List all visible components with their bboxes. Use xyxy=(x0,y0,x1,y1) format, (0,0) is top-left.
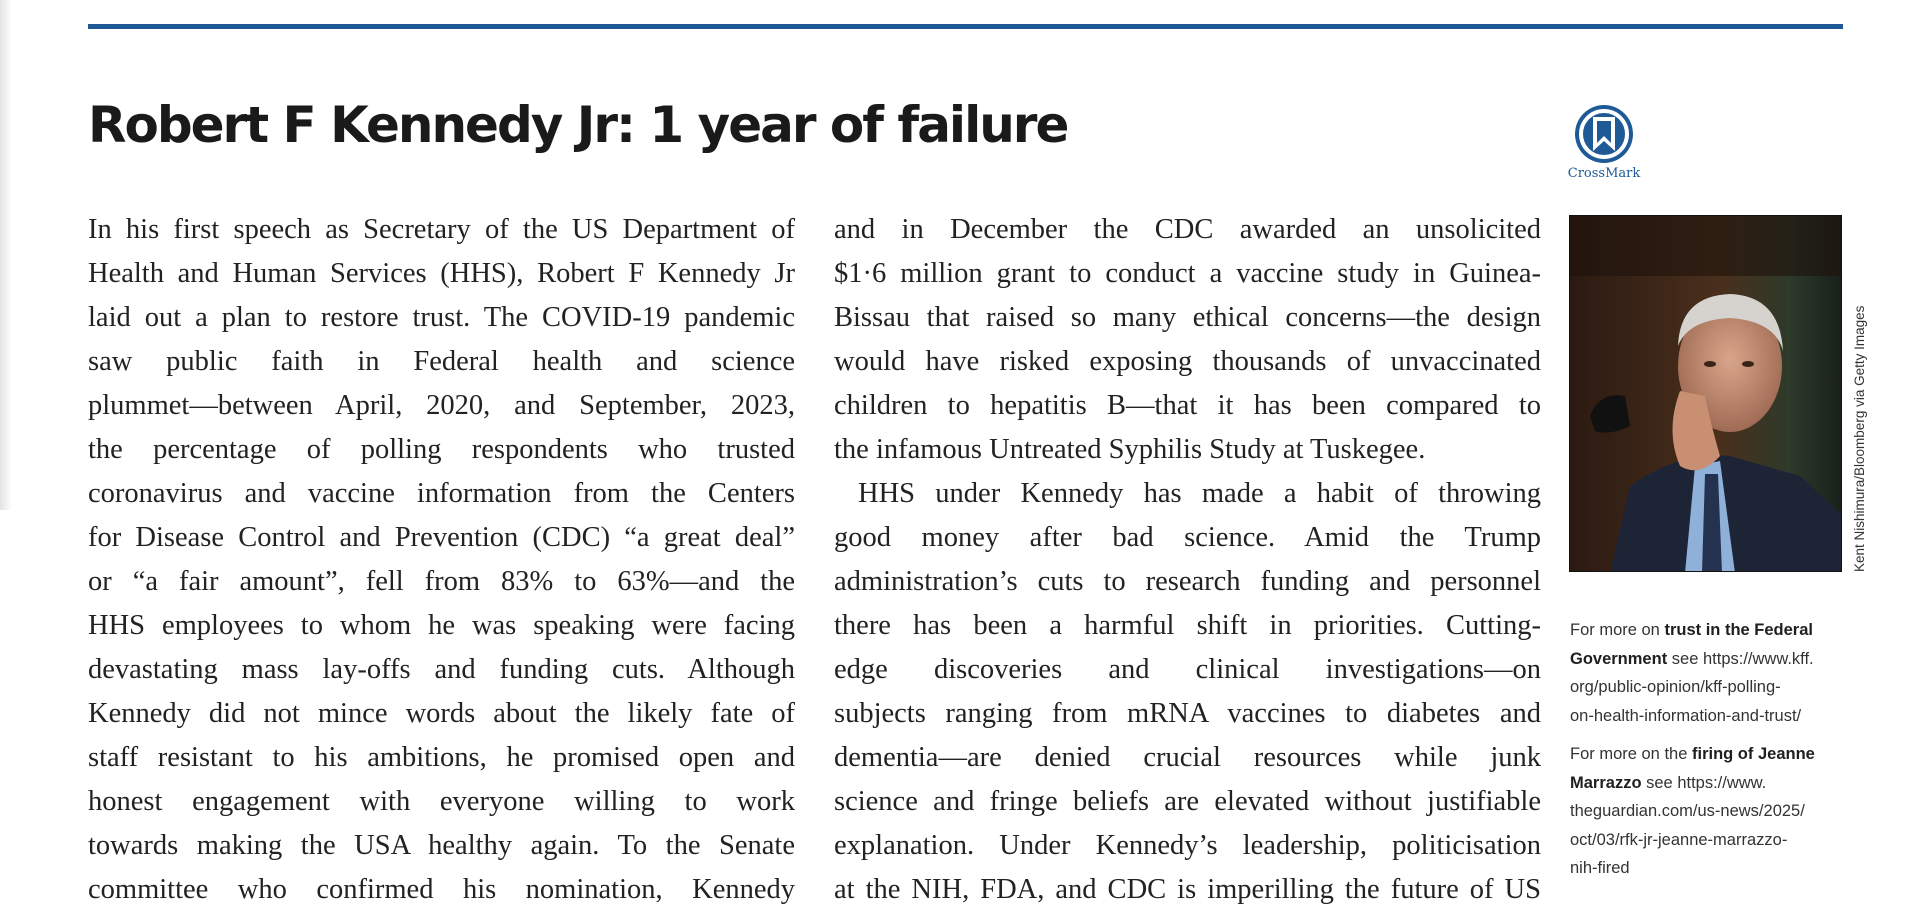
text-line: In his first speech as Secretary of the US Department of xyxy=(88,214,795,245)
article-photo xyxy=(1569,215,1842,572)
text-line: laid out a plan to restore trust. The COVID-19 pandemic xyxy=(88,302,795,333)
photo-credit: Kent Nishimura/Bloomberg via Getty Images xyxy=(1852,305,1867,572)
text-line: devastating mass lay-offs and funding cuts. Although xyxy=(88,654,795,685)
sidenote-prefix: For more on the xyxy=(1570,745,1692,763)
sidenote-trust xyxy=(1570,616,1855,730)
text-line: Kennedy did not mince words about the likely fate of xyxy=(88,698,795,729)
text-line: coronavirus and vaccine information from the Centers xyxy=(88,478,795,509)
page-edge-shadow xyxy=(0,0,12,510)
text-line: Bissau that raised so many ethical concerns—the design xyxy=(834,302,1541,333)
sidenote-url-part[interactable]: org/public-opinion/kff-polling- xyxy=(1570,678,1781,696)
sidenote-url-part[interactable]: nih-fired xyxy=(1570,859,1630,877)
text-line: the infamous Untreated Syphilis Study at Tuskegee. xyxy=(834,434,1426,465)
text-line: there has been a harmful shift in priorities. Cutting- xyxy=(834,610,1541,641)
text-line: towards making the USA healthy again. To the Senate xyxy=(88,830,795,861)
text-line: or “a fair amount”, fell from 83% to 63%—and the xyxy=(88,566,795,597)
portrait-photo xyxy=(1570,216,1842,572)
sidenote-topic: trust in the Federal Government xyxy=(1570,621,1813,668)
text-line: for Disease Control and Prevention (CDC) “a great deal” xyxy=(88,522,795,553)
sidenote-url-part[interactable]: on-health-information-and-trust/ xyxy=(1570,706,1802,725)
text-line: explanation. Under Kennedy’s leadership, politicisation xyxy=(834,830,1541,861)
article-body-right-column xyxy=(834,208,1541,912)
body-paragraph-2 xyxy=(834,472,1541,912)
text-line: children to hepatitis B—that it has been compared to xyxy=(834,390,1541,421)
text-line: subjects ranging from mRNA vaccines to diabetes and xyxy=(834,698,1541,729)
text-line: HHS under Kennedy has made a habit of throwing xyxy=(858,478,1541,509)
sidenote-topic: firing of Jeanne Marrazzo xyxy=(1570,745,1815,792)
text-line: at the NIH, FDA, and CDC is imperilling the future of US xyxy=(834,874,1541,905)
sidenote-url-part[interactable]: theguardian.com/us-news/2025/ xyxy=(1570,802,1805,820)
text-line: and in December the CDC awarded an unsolicited xyxy=(834,214,1541,245)
text-line: the percentage of polling respondents who trusted xyxy=(88,434,795,465)
text-line: plummet—between April, 2020, and September, 2023, xyxy=(88,390,795,421)
crossmark-icon xyxy=(1574,104,1634,164)
crossmark-label: CrossMark xyxy=(1567,166,1641,181)
text-line: Health and Human Services (HHS), Robert F Kennedy Jr xyxy=(88,258,795,289)
sidenote-url-part[interactable]: https://www. xyxy=(1677,773,1767,792)
text-line: edge discoveries and clinical investigations—on xyxy=(834,654,1541,685)
sidenote-url-part[interactable]: oct/03/rfk-jr-jeanne-marrazzo- xyxy=(1570,830,1788,849)
sidenote-url-part[interactable]: https://www.kff. xyxy=(1702,649,1814,668)
text-line: staff resistant to his ambitions, he promised open and xyxy=(88,742,795,773)
text-line: science and fringe beliefs are elevated without justifiable xyxy=(834,786,1541,817)
text-line: dementia—are denied crucial resources while junk xyxy=(834,742,1541,773)
sidenote-prefix: For more on xyxy=(1570,621,1665,639)
text-line: administration’s cuts to research funding and personnel xyxy=(834,566,1541,597)
text-line: good money after bad science. Amid the Trump xyxy=(834,522,1541,553)
header-rule xyxy=(88,24,1843,29)
article-body-left-column xyxy=(88,208,795,912)
body-paragraph-1 xyxy=(834,208,1541,472)
text-line: honest engagement with everyone willing to work xyxy=(88,786,795,817)
text-line: saw public faith in Federal health and science xyxy=(88,346,795,377)
text-line: HHS employees to whom he was speaking were facing xyxy=(88,610,795,641)
left-column-lines xyxy=(88,208,795,912)
sidenote-see: see xyxy=(1667,649,1703,668)
text-line: $1·6 million grant to conduct a vaccine study in Guinea- xyxy=(834,258,1541,289)
sidenote-marrazzo xyxy=(1570,740,1855,883)
body-paragraph xyxy=(88,208,795,912)
article-title: Robert F Kennedy Jr: 1 year of failure xyxy=(88,96,1068,154)
crossmark-badge[interactable] xyxy=(1565,104,1643,181)
sidenote-see: see xyxy=(1641,773,1678,792)
text-line: committee who confirmed his nomination, Kennedy xyxy=(88,874,795,905)
text-line: would have risked exposing thousands of unvaccinated xyxy=(834,346,1541,377)
